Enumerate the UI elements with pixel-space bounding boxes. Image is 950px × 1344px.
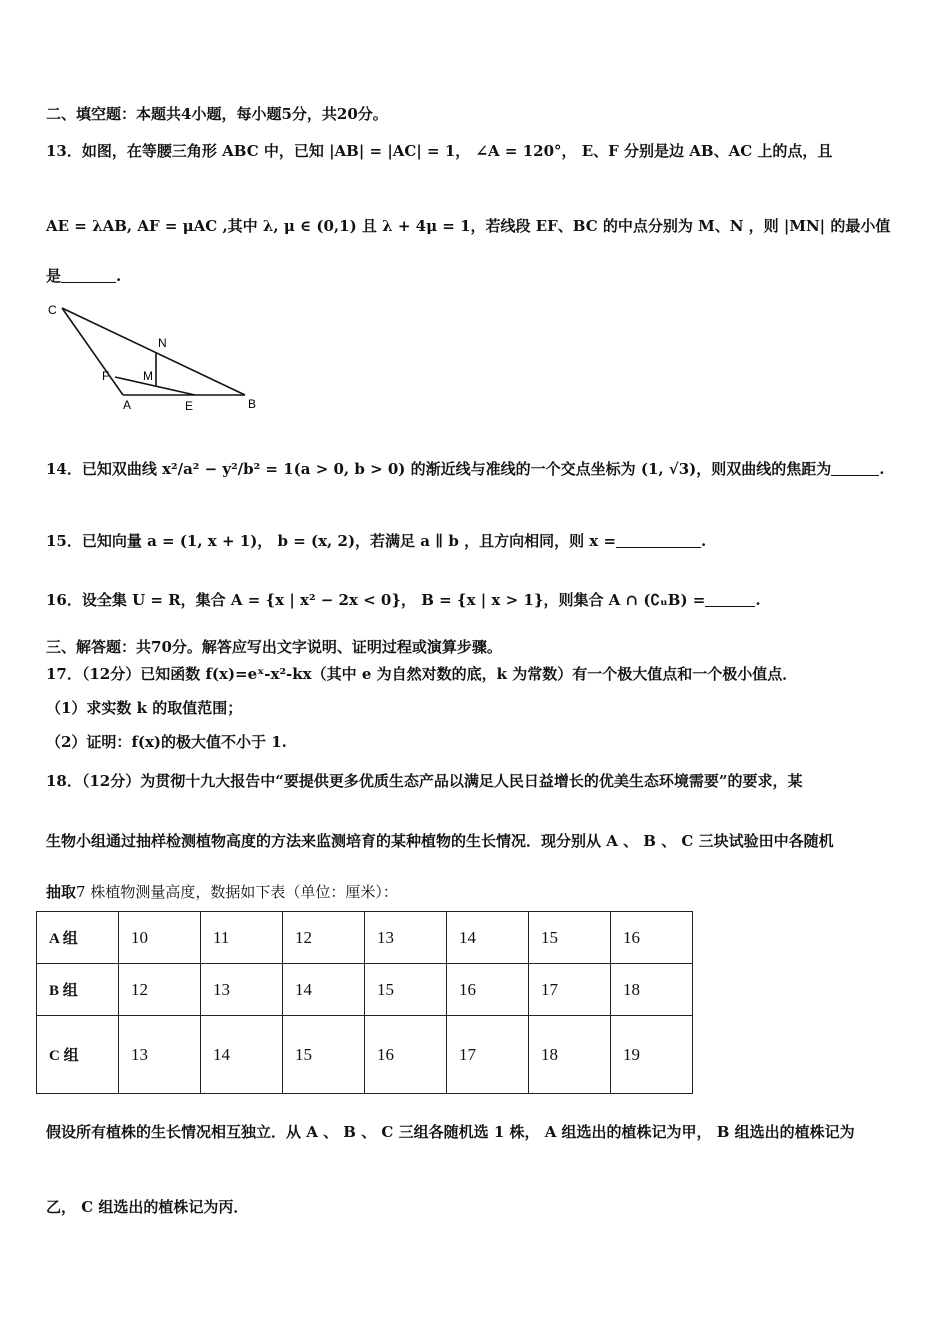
triangle-figure: [40, 298, 280, 416]
label-b: B: [248, 397, 257, 411]
q17-part1: （1）求实数 k 的取值范围；: [46, 699, 243, 717]
height-table: [36, 911, 693, 1094]
q13-line1: 13．如图，在等腰三角形 ABC 中，已知 |AB| = |AC| = 1， ∠A = 120°， E、F 分别是边 AB、AC 上的点，且: [46, 142, 833, 160]
label-f: F: [102, 369, 110, 383]
q15-end: .: [701, 532, 707, 550]
table-cell: 10: [119, 912, 201, 964]
answer-blank: [705, 592, 755, 607]
table-cell: 12: [119, 964, 201, 1016]
q17-part2: （2）证明：f(x)的极大值不小于 1.: [46, 733, 287, 751]
table-cell: 15: [529, 912, 611, 964]
q15-text: 15．已知向量 a = (1, x + 1)， b = (x, 2)，若满足 a ∥ b ，且方向相同，则 x =: [46, 532, 617, 550]
group-cell: C 组: [37, 1016, 119, 1094]
table-cell: 11: [201, 912, 283, 964]
table-cell: 13: [119, 1016, 201, 1094]
table-cell: 14: [447, 912, 529, 964]
label-n: N: [158, 336, 167, 350]
table-row: [37, 964, 693, 1016]
table-cell: 17: [447, 1016, 529, 1094]
answer-blank: [831, 461, 879, 476]
q18-line1: 18．（12分）为贯彻十九大报告中“要提供更多优质生态产品以满足人民日益增长的优美生态环境需要”的要求，某: [46, 772, 803, 790]
q16-end: .: [755, 591, 761, 609]
table-cell: 13: [365, 912, 447, 964]
q18-line4: 假设所有植株的生长情况相互独立．从 A 、 B 、 C 三组各随机选 1 株， A 组选出的植株记为甲， B 组选出的植株记为: [46, 1123, 855, 1141]
q18-line5: 乙， C 组选出的植株记为丙．: [46, 1198, 249, 1216]
table-row: [37, 1016, 693, 1094]
q16-text: 16．设全集 U = R，集合 A = {x | x² − 2x < 0}， B = {x | x > 1}，则集合 A ∩ (∁ᵤB) =: [46, 591, 706, 609]
table-cell: 19: [611, 1016, 693, 1094]
section3-heading: 三、解答题：共70分。解答应写出文字说明、证明过程或演算步骤。: [46, 638, 502, 656]
label-c: C: [48, 303, 57, 317]
q13-line3: 是 .: [46, 267, 122, 285]
q13-line2: AE = λAB, AF = μAC ,其中 λ, μ ∈ (0,1) 且 λ + 4μ = 1，若线段 EF、BC 的中点分别为 M、N ，则 |MN| 的最小值: [46, 217, 891, 235]
group-cell: A 组: [37, 912, 119, 964]
section2-heading: 二、填空题：本题共4小题，每小题5分，共20分。: [46, 105, 388, 123]
table-cell: 18: [529, 1016, 611, 1094]
q18-line2: 生物小组通过抽样检测植物高度的方法来监测培育的某种植物的生长情况．现分别从 A 、 B 、 C 三块试验田中各随机: [46, 832, 834, 850]
q15-line: [46, 530, 706, 551]
table-row: [37, 912, 693, 964]
answer-blank: [616, 533, 701, 548]
q14-line: [46, 458, 884, 479]
label-m: M: [143, 369, 153, 383]
table-cell: 16: [365, 1016, 447, 1094]
table-cell: 16: [447, 964, 529, 1016]
q18-line3-bold: 抽取: [46, 883, 77, 901]
table-cell: 12: [283, 912, 365, 964]
table-cell: 13: [201, 964, 283, 1016]
table-cell: 14: [283, 964, 365, 1016]
q18-line3: [46, 881, 398, 902]
answer-blank: [61, 268, 116, 283]
group-cell: B 组: [37, 964, 119, 1016]
table-cell: 17: [529, 964, 611, 1016]
table-cell: 14: [201, 1016, 283, 1094]
q17-stem: 17．（12分）已知函数 f(x)=eˣ-x²-kx（其中 e 为自然对数的底，k 为常数）有一个极大值点和一个极小值点．: [46, 665, 798, 683]
q13-line3-text: 是: [46, 267, 62, 285]
q16-line: [46, 589, 761, 610]
edge-cb: [62, 308, 245, 395]
label-a: A: [123, 398, 132, 412]
edge-ca: [62, 308, 123, 395]
segment-fe: [115, 377, 195, 395]
table-cell: 18: [611, 964, 693, 1016]
q18-line3-normal: 7 株植物测量高度，数据如下表（单位：厘米）：: [76, 883, 398, 901]
table-cell: 15: [283, 1016, 365, 1094]
table-cell: 15: [365, 964, 447, 1016]
q14-text: 14．已知双曲线 x²/a² − y²/b² = 1(a > 0, b > 0) 的渐近线与准线的一个交点坐标为 (1, √3)，则双曲线的焦距为: [46, 460, 832, 478]
q14-end: .: [879, 460, 885, 478]
table-cell: 16: [611, 912, 693, 964]
label-e: E: [185, 399, 194, 413]
